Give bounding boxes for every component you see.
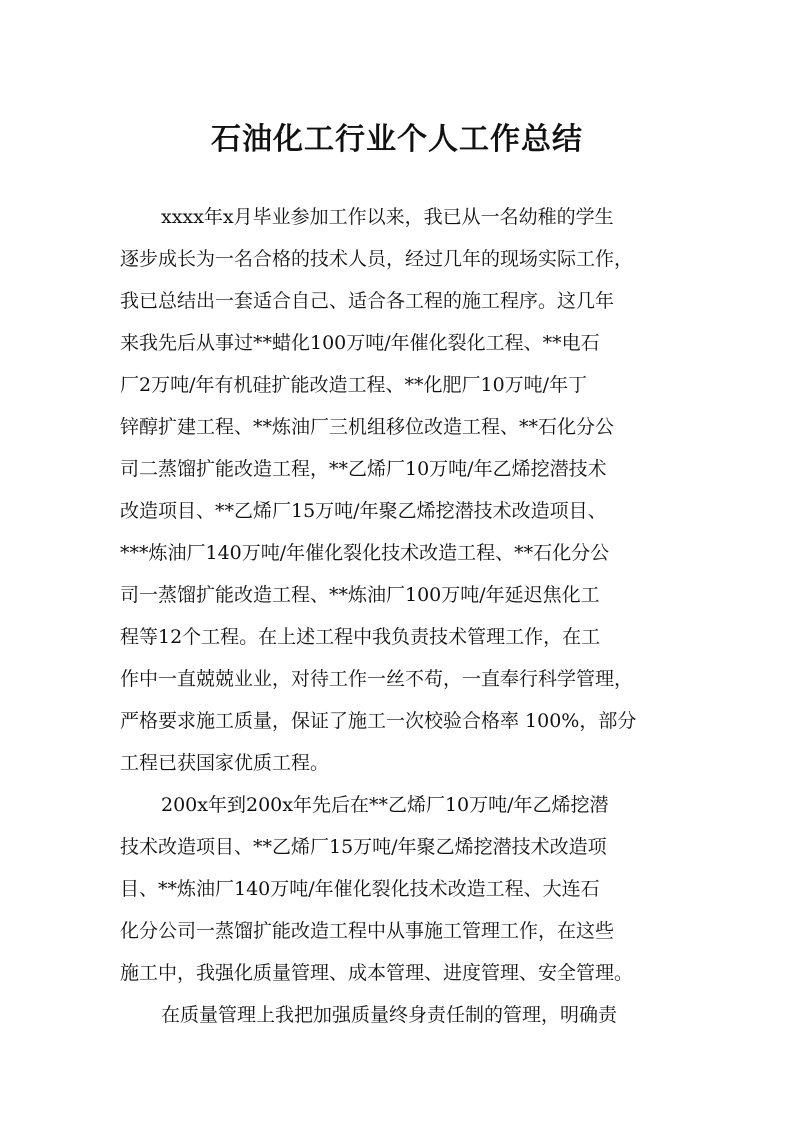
text-line: 司二蒸馏扩能改造工程，**乙烯厂10万吨/年乙烯挖潜技术	[120, 458, 607, 480]
text-line: xxxx年x月毕业参加工作以来，我已从一名幼稚的学生	[161, 206, 614, 228]
paragraph-1	[120, 196, 680, 784]
text-line: ***炼油厂140万吨/年催化裂化技术改造工程、**石化分公	[120, 542, 610, 564]
text-line: 作中一直兢兢业业，对待工作一丝不苟，一直奉行科学管理，	[120, 668, 634, 690]
text-line: 施工中，我强化质量管理、成本管理、进度管理、安全管理。	[120, 962, 634, 984]
text-line: 逐步成长为一名合格的技术人员，经过几年的现场实际工作，	[120, 248, 634, 270]
paragraph-3	[120, 994, 680, 1036]
text-line: 严格要求施工质量，保证了施工一次校验合格率 100%，部分	[120, 710, 637, 732]
text-line: 程等12个工程。在上述工程中我负责技术管理工作，在工	[120, 626, 601, 648]
document-title: 石油化工行业个人工作总结	[211, 122, 583, 158]
text-line: 来我先后从事过**蜡化100万吨/年催化裂化工程、**电石	[120, 332, 600, 354]
text-line: 化分公司一蒸馏扩能改造工程中从事施工管理工作，在这些	[120, 920, 615, 942]
text-line: 我已总结出一套适合自己、适合各工程的施工程序。这几年	[120, 290, 615, 312]
text-line: 工程已获国家优质工程。	[120, 752, 330, 774]
text-line: 目、**炼油厂140万吨/年催化裂化技术改造工程、大连石	[120, 878, 600, 900]
text-line: 技术改造项目、**乙烯厂15万吨/年聚乙烯挖潜技术改造项	[120, 836, 607, 858]
text-line: 厂2万吨/年有机硅扩能改造工程、**化肥厂10万吨/年丁	[120, 374, 588, 396]
text-line: 锌醇扩建工程、**炼油厂三机组移位改造工程、**石化分公	[120, 416, 615, 438]
document-body	[120, 196, 680, 1036]
paragraph-2	[120, 784, 680, 994]
text-line: 改造项目、**乙烯厂15万吨/年聚乙烯挖潜技术改造项目、	[120, 500, 607, 522]
text-line: 司一蒸馏扩能改造工程、**炼油厂100万吨/年延迟焦化工	[120, 584, 600, 606]
text-line: 200x年到200x年先后在**乙烯厂10万吨/年乙烯挖潜	[161, 794, 609, 816]
text-line: 在质量管理上我把加强质量终身责任制的管理，明确责	[161, 1004, 618, 1026]
